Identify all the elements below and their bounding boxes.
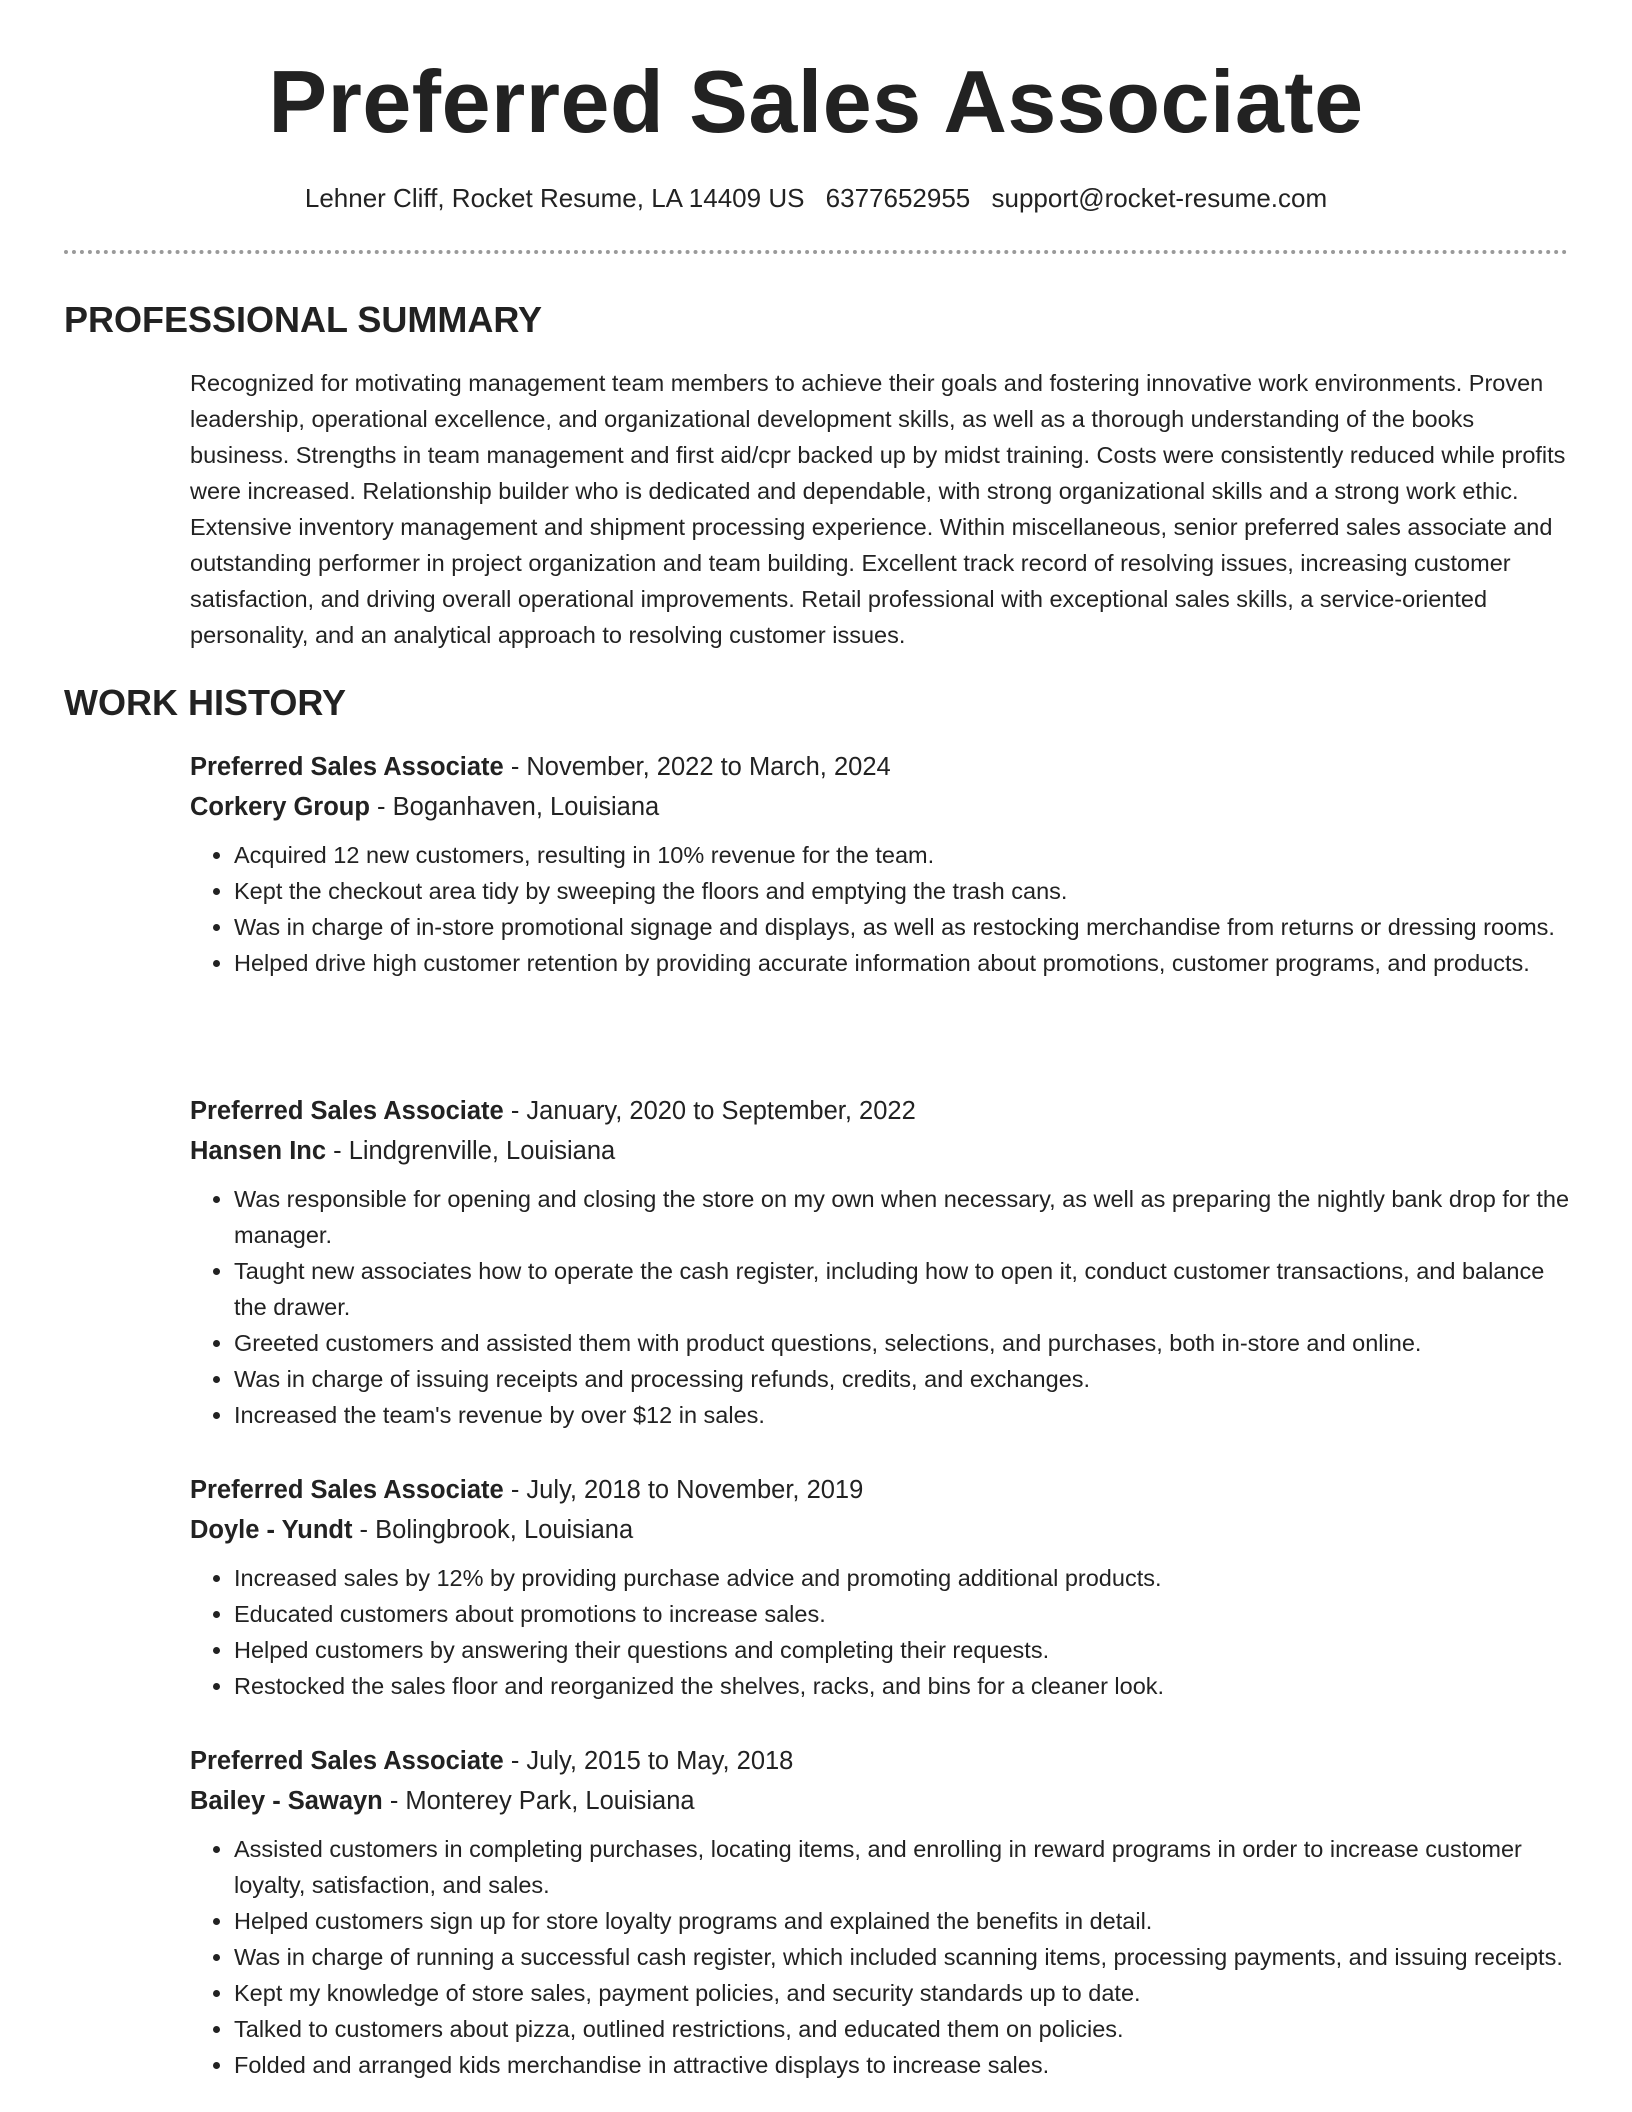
- job-bullet: • Was responsible for opening and closing the store on my own when necessary, as well as preparing the nightly bank drop for the manager.: [234, 1181, 1570, 1253]
- job-company: Corkery Group: [190, 793, 370, 821]
- job-company: Hansen Inc: [190, 1137, 327, 1165]
- header-divider: [64, 250, 1568, 254]
- job-role: Preferred Sales Associate: [190, 1747, 504, 1775]
- job-location: - Lindgrenville, Louisiana: [326, 1137, 616, 1165]
- job-bullet: • Folded and arranged kids merchandise in attractive displays to increase sales.: [234, 2047, 1570, 2083]
- job-role: Preferred Sales Associate: [190, 1097, 504, 1125]
- job-bullets: [190, 837, 1570, 981]
- job-entry: [190, 1091, 1570, 1433]
- job-bullet: • Greeted customers and assisted them with product questions, selections, and purchases, both in-store and online.: [234, 1325, 1570, 1361]
- job-company-line: [190, 787, 1570, 827]
- contact-address: Lehner Cliff, Rocket Resume, LA 14409 US: [304, 183, 805, 213]
- job-company-line: [190, 1510, 1570, 1550]
- job-company: Bailey - Sawayn: [190, 1787, 383, 1815]
- job-bullet: • Increased sales by 12% by providing purchase advice and promoting additional products.: [234, 1560, 1570, 1596]
- contact-info: [0, 180, 1632, 216]
- job-bullet: • Kept my knowledge of store sales, payment policies, and security standards up to date.: [234, 1975, 1570, 2011]
- job-title-line: [190, 1470, 1570, 1510]
- job-company-line: [190, 1131, 1570, 1171]
- job-bullet: • Talked to customers about pizza, outlined restrictions, and educated them on policies.: [234, 2011, 1570, 2047]
- job-bullet: • Was in charge of in-store promotional signage and displays, as well as restocking merchandise from returns or dressing rooms.: [234, 909, 1570, 945]
- job-title-line: [190, 747, 1570, 787]
- contact-phone: 6377652955: [825, 183, 971, 213]
- resume-name: Preferred Sales Associate: [268, 52, 1364, 151]
- job-dates: - July, 2018 to November, 2019: [503, 1476, 864, 1504]
- summary-heading: PROFESSIONAL SUMMARY: [64, 299, 543, 340]
- contact-email: support@rocket-resume.com: [991, 183, 1328, 213]
- job-bullet: • Taught new associates how to operate the cash register, including how to open it, conduct customer transactions, and balance the drawer.: [234, 1253, 1570, 1325]
- job-location: - Monterey Park, Louisiana: [382, 1787, 695, 1815]
- job-bullet: • Helped drive high customer retention by providing accurate information about promotions, customer programs, and products.: [234, 945, 1570, 981]
- job-bullets: [190, 1181, 1570, 1433]
- job-bullet: • Helped customers by answering their questions and completing their requests.: [234, 1632, 1570, 1668]
- job-bullet: • Helped customers sign up for store loyalty programs and explained the benefits in detail.: [234, 1903, 1570, 1939]
- job-bullets: [190, 1560, 1570, 1704]
- job-bullet: • Was in charge of issuing receipts and processing refunds, credits, and exchanges.: [234, 1361, 1570, 1397]
- job-bullets: [190, 1831, 1570, 2083]
- work-history-heading: WORK HISTORY: [64, 682, 347, 723]
- job-bullet: • Restocked the sales floor and reorganized the shelves, racks, and bins for a cleaner look.: [234, 1668, 1570, 1704]
- job-bullet: • Increased the team's revenue by over $12 in sales.: [234, 1397, 1570, 1433]
- job-title-line: [190, 1741, 1570, 1781]
- job-bullet: • Kept the checkout area tidy by sweeping the floors and emptying the trash cans.: [234, 873, 1570, 909]
- job-location: - Bolingbrook, Louisiana: [352, 1516, 634, 1544]
- job-company-line: [190, 1781, 1570, 1821]
- job-dates: - July, 2015 to May, 2018: [503, 1747, 794, 1775]
- job-bullet: • Educated customers about promotions to increase sales.: [234, 1596, 1570, 1632]
- job-location: - Boganhaven, Louisiana: [369, 793, 660, 821]
- summary-text: Recognized for motivating management team members to achieve their goals and fostering innovative work environments. Proven leadership, operational excellence, and organizational development skills, as well as a thorough understanding of the books business. Strengths in team management and first aid/cpr backed up by midst training. Costs were consistently reduced while profits were increased. Relationship builder who is dedicated and dependable, with strong organizational skills and a strong work ethic. Extensive inventory management and shipment processing experience. Within miscellaneous, senior preferred sales associate and outstanding performer in project organization and team building. Excellent track record of resolving issues, increasing customer satisfaction, and driving overall operational improvements. Retail professional with exceptional sales skills, a service-oriented personality, and an analytical approach to resolving customer issues.: [190, 370, 1566, 648]
- job-title-line: [190, 1091, 1570, 1131]
- job-bullet: • Assisted customers in completing purchases, locating items, and enrolling in reward programs in order to increase customer loyalty, satisfaction, and sales.: [234, 1831, 1570, 1903]
- job-dates: - November, 2022 to March, 2024: [503, 753, 891, 781]
- job-company: Doyle - Yundt: [190, 1516, 353, 1544]
- job-role: Preferred Sales Associate: [190, 1476, 504, 1504]
- job-dates: - January, 2020 to September, 2022: [503, 1097, 916, 1125]
- job-bullet: • Acquired 12 new customers, resulting in 10% revenue for the team.: [234, 837, 1570, 873]
- job-bullet: • Was in charge of running a successful cash register, which included scanning items, processing payments, and issuing receipts.: [234, 1939, 1570, 1975]
- job-entry: [190, 1741, 1570, 2083]
- job-role: Preferred Sales Associate: [190, 753, 504, 781]
- job-entry: [190, 1470, 1570, 1704]
- job-entry: [190, 747, 1570, 981]
